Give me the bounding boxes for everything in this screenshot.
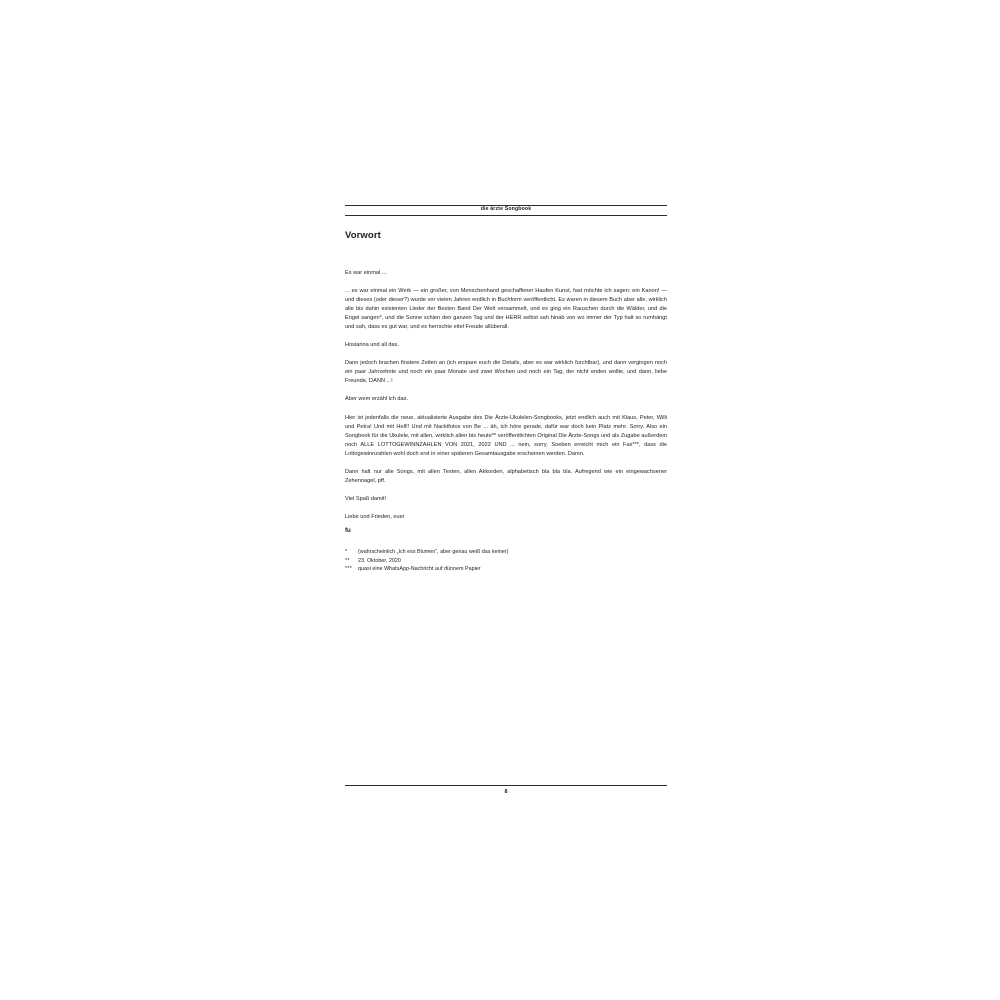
- footnote-marker: *: [345, 549, 348, 556]
- footnote-text: (wahrscheinlich „Ich ess Blumen“, aber genau weiß das keiner): [358, 549, 509, 556]
- document-page: [345, 205, 667, 795]
- footnote-marker: **: [345, 557, 350, 564]
- paragraph-2: Hosianna und all das.: [345, 342, 400, 349]
- paragraph-salutation: Liebe und Frieden, euer: [345, 514, 405, 521]
- paragraph-6: Dann halt nur alle Songs, mit allen Texten, allen Akkorden, alphabetisch bla bla bla. Aufregend wie ein eingewachsener Zehennagel, pff.: [345, 469, 667, 485]
- footnote-item: [345, 557, 667, 565]
- signature: fu: [345, 527, 351, 535]
- running-head: die ärzte Songbook: [480, 206, 532, 212]
- footnote-text: quasi eine WhatsApp-Nachricht auf dünnem Papier: [358, 566, 481, 573]
- footnote-item: [345, 565, 667, 573]
- paragraph-closing: Viel Spaß damit!: [345, 496, 387, 503]
- body-copy: [345, 269, 667, 535]
- paragraph-4: Aber wem erzähl ich das.: [345, 396, 409, 403]
- header-divider-lower: [345, 215, 667, 216]
- footnote-item: [345, 548, 667, 556]
- paragraph-intro: Es war einmal ...: [345, 269, 387, 276]
- page-number: 8: [504, 789, 508, 795]
- footnote-text: 23. Oktober, 2020: [358, 557, 401, 564]
- page-title: Vorwort: [345, 229, 381, 241]
- paragraph-5: Hier ist jedenfalls die neue, aktualisierte Ausgabe des Die Ärzte-Ukulelen-Songbooks, jetzt endlich auch mit Klaus, Peter, Willi und Petra! Und mit Hell!! Und mit Nacktfotos von Be ... äh, ich höre gerade, dafür war doch kein Platz mehr. Sorry. Also ein Songbook für die Ukulele, mit allen, wirklich allen bis heute** veröffentlichten Original Die Ärzte-Songs und als Zugabe außerdem noch ALLE LOTTOGEWINNZAHLEN VON 2021, 2022 UND ... nein, sorry. Soeben erreicht mich ein Fax***, dass die Lottogewinnzahlen wohl doch erst in einer späteren Gesamtausgabe erscheinen werden. Damn.: [345, 414, 667, 457]
- footnotes: [345, 548, 667, 573]
- footnote-marker: ***: [345, 566, 353, 573]
- page-footer: [345, 785, 667, 795]
- paragraph-3: Dann jedoch brachen finstere Zeiten an (ich erspare euch die Details, aber es war wirklich furchtbar), und dann vergingen noch ein paar Jahrzehnte und noch ein paar Monate und zwei Wochen und noch ein Tag, der nicht enden wollte, und dann, liebe Freunde, DANN ...!: [345, 360, 667, 385]
- paragraph-1: ... es war einmal ein Werk — ein großer, von Menschenhand geschaffener Haufen Kunst, fast möchte ich sagen: ein Kanon! — und dieses (oder dieser?) wurde vor vielen Jahren endlich in Buchform veröffentlicht. Es waren in diesem Buch aber alle, wirklich alle bis dahin existenten Lieder der Besten Band Der Welt versammelt, und es ging ein Rauschen durch die Wälder, und die Engel sangen*, und die Sonne schien den ganzen Tag und der HERR selbst sah hinab von wo immer der Typ halt so rumhängt und sah, dass es gut war, und es herrschte eitel Freude allüberall.: [345, 287, 667, 330]
